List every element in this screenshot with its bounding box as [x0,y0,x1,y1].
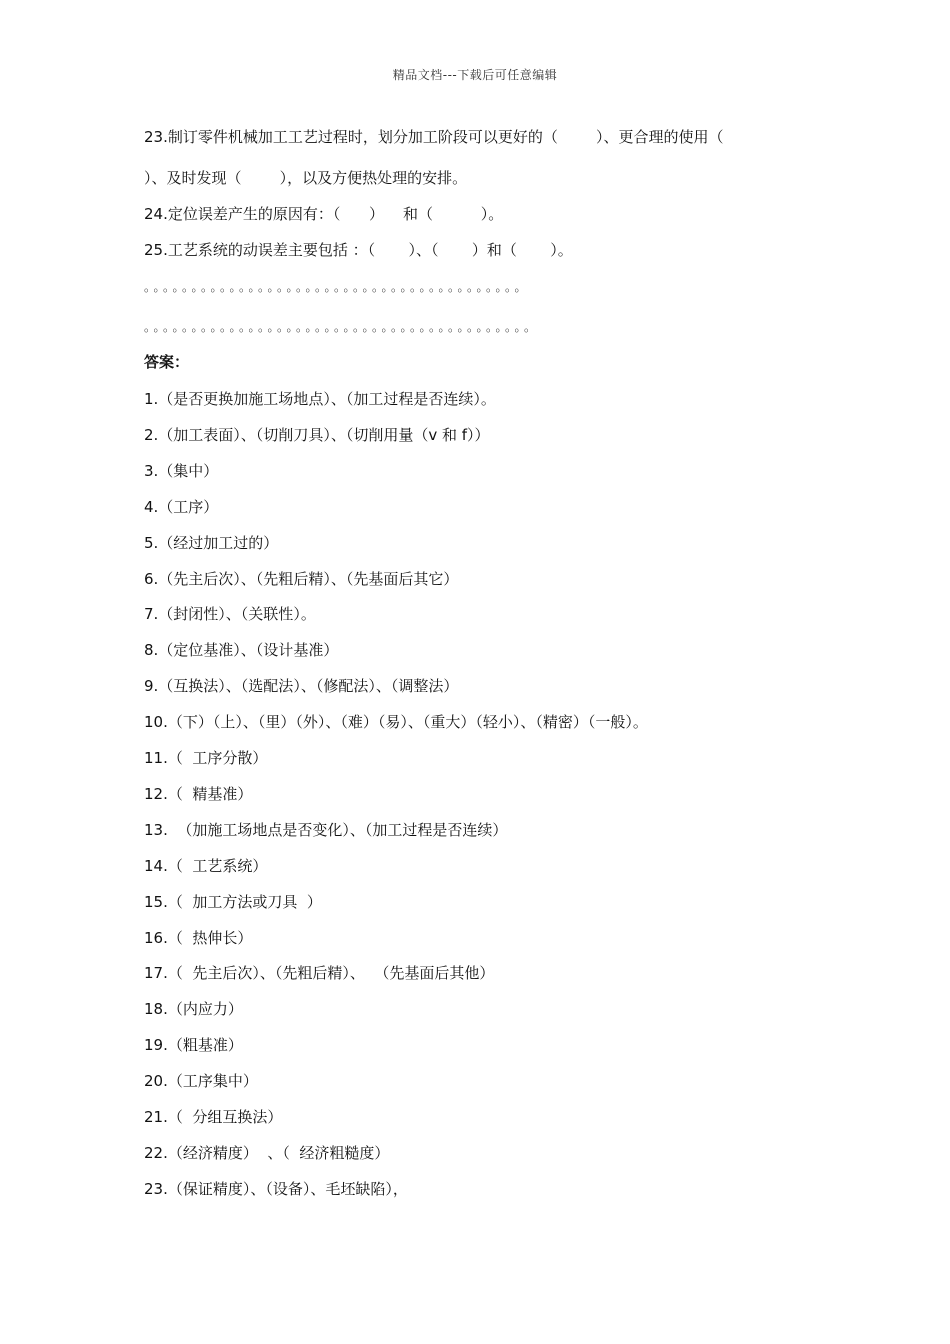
answer-4: 4.（工序） [144,498,219,516]
answer-3: 3.（集中） [144,462,219,480]
answer-1: 1.（是否更换加施工场地点）、（加工过程是否连续）。 [144,390,496,408]
answer-2: 2.（加工表面）、（切削刀具）、（切削用量（v 和 f）） [144,426,490,444]
answer-21: 21.（ 分组互换法） [144,1108,283,1126]
answer-13: 13. （加施工场地点是否变化）、（加工过程是否连续） [144,821,508,839]
answer-11: 11.（ 工序分散） [144,749,268,767]
dotted-line-1: 。。。。。。。。。。。。。。。。。。。。。。。。。。。。。。。。。。。。。。。。 [144,280,531,294]
answer-19: 19.（粗基准） [144,1036,243,1054]
answer-7: 7.（封闭性）、（关联性）。 [144,605,316,623]
dotted-line-2: 。。。。。。。。。。。。。。。。。。。。。。。。。。。。。。。。。。。。。。。。。 [144,320,540,334]
answer-23: 23.（保证精度）、（设备）、毛坯缺陷）， [144,1180,408,1198]
answer-6: 6.（先主后次）、（先粗后精）、（先基面后其它） [144,570,459,588]
answer-20: 20.（工序集中） [144,1072,258,1090]
answer-9: 9.（互换法）、（选配法）、（修配法）、（调整法） [144,677,459,695]
answer-8: 8.（定位基准）、（设计基准） [144,641,339,659]
answer-15: 15.（ 加工方法或刀具 ） [144,893,322,911]
answer-12: 12.（ 精基准） [144,785,253,803]
question-23-line-1: 23.制订零件机械加工工艺过程时，划分加工阶段可以更好的（ ）、更合理的使用（ [144,128,724,146]
answer-5: 5.（经过加工过的） [144,534,279,552]
question-23-line-2: ）、及时发现（ ），以及方便热处理的安排。 [144,169,468,187]
question-24: 24.定位误差产生的原因有：（ ） 和（ ）。 [144,205,504,223]
answer-14: 14.（ 工艺系统） [144,857,268,875]
answer-16: 16.（ 热伸长） [144,929,253,947]
page-header: 精品文档---下载后可任意编辑 [392,68,558,82]
answer-10: 10.（下）（上）、（里）（外）、（难）（易）、（重大）（轻小）、（精密）（一般）。 [144,713,648,731]
answer-17: 17.（ 先主后次）、（先粗后精）、 （先基面后其他） [144,964,495,982]
answer-18: 18.（内应力） [144,1000,243,1018]
answer-22: 22.（经济精度） 、（ 经济粗糙度） [144,1144,390,1162]
question-25: 25.工艺系统的动误差主要包括 ：（ ）、（ ）和（ ）。 [144,241,573,259]
answers-heading: 答案： [144,353,190,371]
